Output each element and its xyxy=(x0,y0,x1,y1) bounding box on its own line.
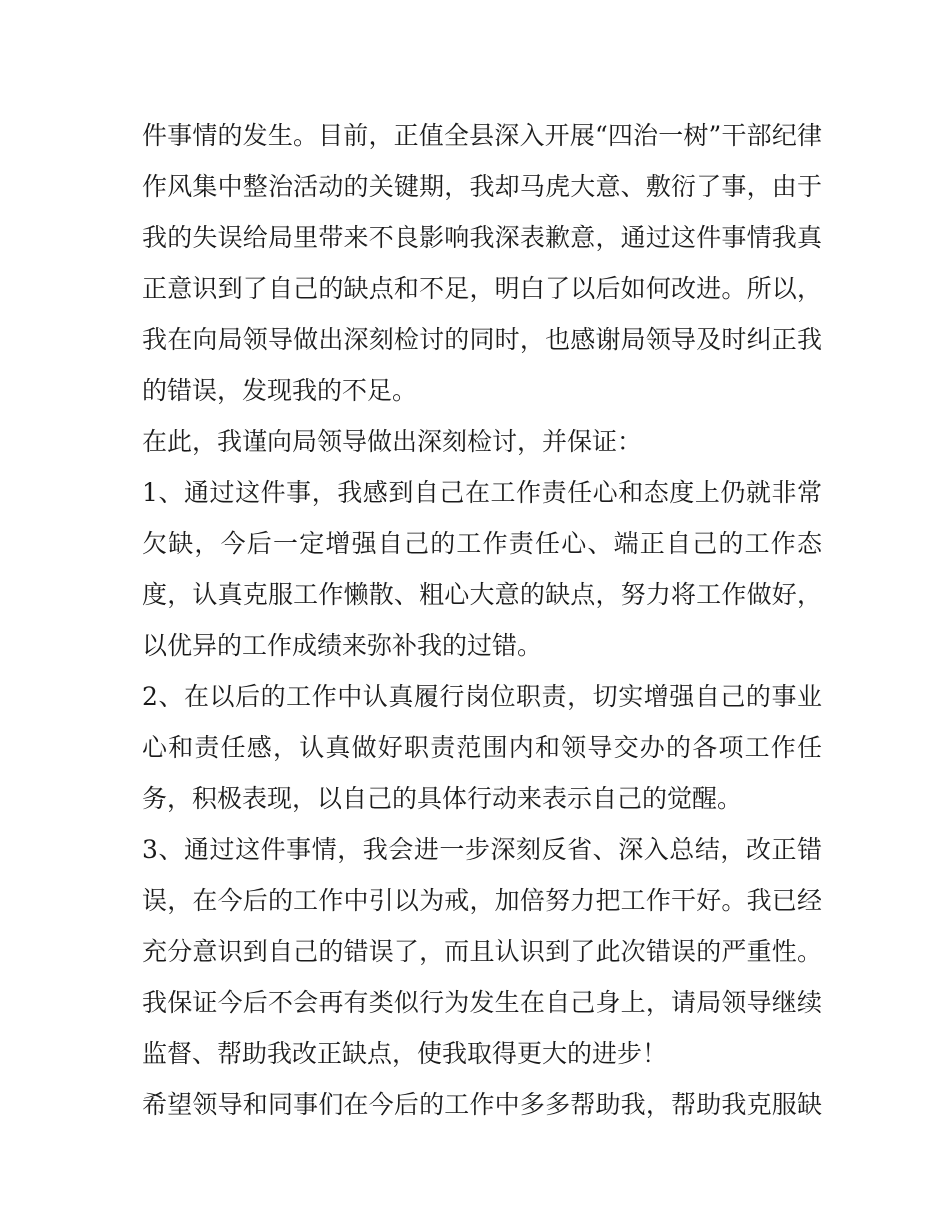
text-line: 我保证今后不会再有类似行为发生在自己身上，请局领导继续 xyxy=(142,988,822,1017)
text-line: 我在向局领导做出深刻检讨的同时，也感谢局领导及时纠正我 xyxy=(142,325,822,354)
text-line: 件事情的发生。目前，正值全县深入开展“四治一树”干部纪律 xyxy=(142,121,822,150)
text-line: 监督、帮助我改正缺点，使我取得更大的进步！ xyxy=(142,1039,668,1068)
text-line: 的错误，发现我的不足。 xyxy=(142,376,418,405)
text-line: 欠缺，今后一定增强自己的工作责任心、端正自己的工作态 xyxy=(142,529,822,558)
text-line: 我的失误给局里带来不良影响我深表歉意，通过这件事情我真 xyxy=(142,223,822,252)
document-body xyxy=(142,110,822,1130)
text-line: 以优异的工作成绩来弥补我的过错。 xyxy=(142,631,543,660)
text-line: 2、在以后的工作中认真履行岗位职责，切实增强自己的事业 xyxy=(142,682,822,711)
text-line: 3、通过这件事情，我会进一步深刻反省、深入总结，改正错 xyxy=(142,835,822,864)
text-line: 希望领导和同事们在今后的工作中多多帮助我，帮助我克服缺 xyxy=(142,1090,822,1119)
text-line: 度，认真克服工作懒散、粗心大意的缺点，努力将工作做好， xyxy=(142,580,822,609)
text-line: 务，积极表现，以自己的具体行动来表示自己的觉醒。 xyxy=(142,784,743,813)
text-line: 1、通过这件事，我感到自己在工作责任心和态度上仍就非常 xyxy=(142,478,822,507)
text-line: 误，在今后的工作中引以为戒，加倍努力把工作干好。我已经 xyxy=(142,886,822,915)
text-line: 充分意识到自己的错误了，而且认识到了此次错误的严重性。 xyxy=(142,937,822,966)
text-line: 在此，我谨向局领导做出深刻检讨，并保证： xyxy=(142,427,643,456)
text-line: 正意识到了自己的缺点和不足，明白了以后如何改进。所以， xyxy=(142,274,822,303)
text-line: 作风集中整治活动的关键期，我却马虎大意、敷衍了事，由于 xyxy=(142,172,822,201)
text-line: 心和责任感，认真做好职责范围内和领导交办的各项工作任 xyxy=(142,733,822,762)
